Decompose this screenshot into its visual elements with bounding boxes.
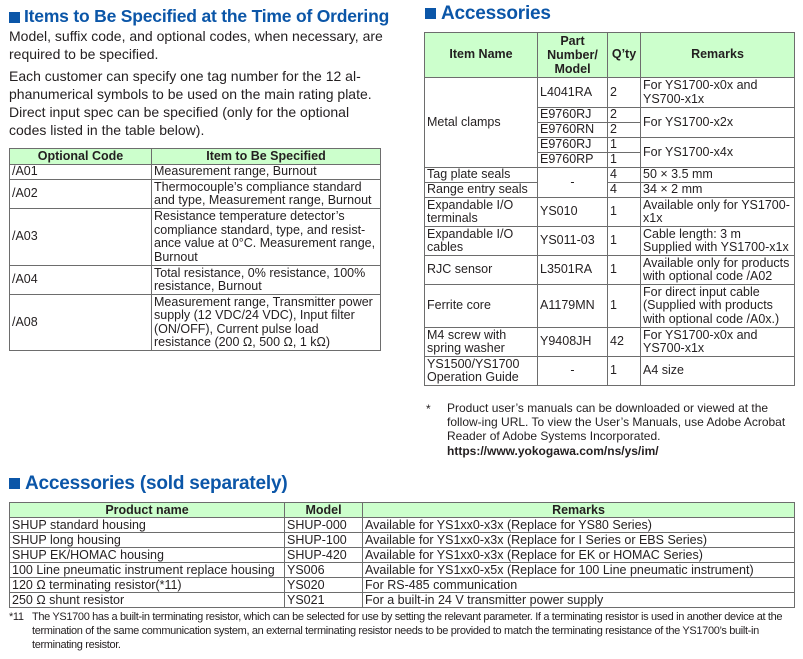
remarks: A4 size [641,357,795,386]
part-number: L3501RA [538,256,608,285]
remarks: Available for YS1xx0-x3x (Replace for I Series or EBS Series) [363,533,795,548]
part-number: E9760RP [538,153,608,168]
model: YS006 [285,563,363,578]
accessories-title: Accessories [441,3,551,24]
table-header-row [10,149,381,165]
remarks: Available for YS1xx0-x3x (Replace for YS80 Series) [363,518,795,533]
item-to-specify: Measurement range, Burnout [152,165,381,180]
column-header: Part Number/ Model [538,33,608,78]
item-to-specify: Resistance temperature detector’s compliance standard, type, and resist-ance value at 0°C. Measurement range, Burnout [152,209,381,266]
quantity: 42 [608,328,641,357]
table-row [10,209,381,266]
table-row [10,266,381,295]
remarks: For YS1700-x4x [641,138,795,168]
table-row [10,518,795,533]
quantity: 2 [608,78,641,108]
model: YS021 [285,593,363,608]
table-row [425,328,795,357]
product-name: SHUP standard housing [10,518,285,533]
item-name: M4 screw with spring washer [425,328,538,357]
ordering-title: Items to Be Specified at the Time of Ordering [24,6,390,26]
square-bullet-icon [9,478,20,489]
item-name: Expandable I/O terminals [425,198,538,227]
table-row [425,78,795,108]
remarks: Cable length: 3 m Supplied with YS1700-x1x [641,227,795,256]
remarks: Available only for YS1700-x1x [641,198,795,227]
column-header: Q’ty [608,33,641,78]
column-header: Product name [10,503,285,518]
table-row [10,165,381,180]
table-header-row [10,503,795,518]
model: SHUP-000 [285,518,363,533]
item-name: YS1500/YS1700 Operation Guide [425,357,538,386]
remarks: 34 × 2 mm [641,183,795,198]
optional-code: /A08 [10,295,152,351]
part-number: E9760RN [538,123,608,138]
sold-separately-table [9,502,795,608]
model: SHUP-420 [285,548,363,563]
footnote-text: The YS1700 has a built-in terminating resistor, which can be selected for use by setting the relevant parameter. If a terminating resistor is used in another device at the termination of the same communication system, an external terminating resistor needs to be provided to match the terminating resistance of the YS1700’s built-in terminating resistor. [32,611,783,651]
part-number: E9760RJ [538,108,608,123]
table-row [10,563,795,578]
optional-code: /A02 [10,180,152,209]
remarks: Available for YS1xx0-x5x (Replace for 100 Line pneumatic instrument) [363,563,795,578]
optional-code: /A04 [10,266,152,295]
quantity: 1 [608,285,641,328]
table-row [10,533,795,548]
item-to-specify: Thermocouple’s compliance standard and type, Measurement range, Burnout [152,180,381,209]
part-number: L4041RA [538,78,608,108]
column-header: Optional Code [10,149,152,165]
table-row [425,285,795,328]
quantity: 1 [608,227,641,256]
table-row [10,548,795,563]
accessories-heading [425,3,551,25]
table-row [10,593,795,608]
product-name: 100 Line pneumatic instrument replace housing [10,563,285,578]
item-name: Tag plate seals [425,168,538,183]
quantity: 1 [608,357,641,386]
model: YS020 [285,578,363,593]
table-row [425,183,795,198]
remarks: Available only for products with optional code /A02 [641,256,795,285]
quantity: 1 [608,153,641,168]
quantity: 2 [608,123,641,138]
column-header: Item to Be Specified [152,149,381,165]
remarks: 50 × 3.5 mm [641,168,795,183]
quantity: 1 [608,256,641,285]
quantity: 4 [608,183,641,198]
item-to-specify: Total resistance, 0% resistance, 100% resistance, Burnout [152,266,381,295]
quantity: 4 [608,168,641,183]
table-row [425,357,795,386]
remarks: For a built-in 24 V transmitter power supply [363,593,795,608]
quantity: 1 [608,198,641,227]
item-name: RJC sensor [425,256,538,285]
remarks: For direct input cable (Supplied with products with optional code /A0x.) [641,285,795,328]
sold-separately-title: Accessories (sold separately) [25,473,288,494]
quantity: 1 [608,138,641,153]
ordering-paragraph-2: Each customer can specify one tag number for the 12 al-phanumerical symbols to be used on the main rating plate. [9,68,372,102]
column-header: Remarks [641,33,795,78]
column-header: Model [285,503,363,518]
sold-separately-heading [9,473,287,495]
remarks: For YS1700-x0x and YS700-x1x [641,78,795,108]
optional-code: /A03 [10,209,152,266]
square-bullet-icon [9,12,20,23]
table-row [425,256,795,285]
ordering-paragraph-3: Direct input spec can be specified (only for the optional codes listed in the table below). [9,104,350,138]
ordering-paragraph-1: Model, suffix code, and optional codes, when necessary, are required to be specified. [9,28,383,62]
item-to-specify: Measurement range, Transmitter power supply (12 VDC/24 VDC), Input filter (ON/OFF), Current pulse load resistance (200 Ω, 500 Ω, 1 kΩ) [152,295,381,351]
quantity: 2 [608,108,641,123]
manual-note: Product user’s manuals can be downloaded or viewed at the follow-ing URL. To view the User’s Manuals, use Adobe Acrobat Reader of Adobe Systems Incorporated. [447,401,786,443]
table-row [10,295,381,351]
manual-note-mark: * [426,402,431,416]
table-row [10,578,795,593]
part-number: YS011-03 [538,227,608,256]
remarks: Available for YS1xx0-x3x (Replace for EK or HOMAC Series) [363,548,795,563]
column-header: Remarks [363,503,795,518]
part-number: - [538,357,608,386]
part-number: A1179MN [538,285,608,328]
part-number: - [538,168,608,198]
part-number: YS010 [538,198,608,227]
product-name: 120 Ω terminating resistor(*11) [10,578,285,593]
product-name: SHUP EK/HOMAC housing [10,548,285,563]
product-name: SHUP long housing [10,533,285,548]
model: SHUP-100 [285,533,363,548]
remarks: For YS1700-x0x and YS700-x1x [641,328,795,357]
column-header: Item Name [425,33,538,78]
square-bullet-icon [425,8,436,19]
item-name: Expandable I/O cables [425,227,538,256]
item-name: Ferrite core [425,285,538,328]
ordering-heading [9,5,389,27]
item-name: Metal clamps [425,78,538,168]
product-name: 250 Ω shunt resistor [10,593,285,608]
table-row [10,180,381,209]
manual-url-link[interactable]: https://www.yokogawa.com/ns/ys/im/ [447,444,659,458]
optional-code-table [9,148,381,351]
optional-code: /A01 [10,165,152,180]
table-row [425,198,795,227]
table-row [425,227,795,256]
remarks: For YS1700-x2x [641,108,795,138]
part-number: E9760RJ [538,138,608,153]
table-header-row [425,33,795,78]
part-number: Y9408JH [538,328,608,357]
table-row [425,168,795,183]
remarks: For RS-485 communication [363,578,795,593]
accessories-table [424,32,795,386]
item-name: Range entry seals [425,183,538,198]
footnote-mark: *11 [9,611,24,623]
